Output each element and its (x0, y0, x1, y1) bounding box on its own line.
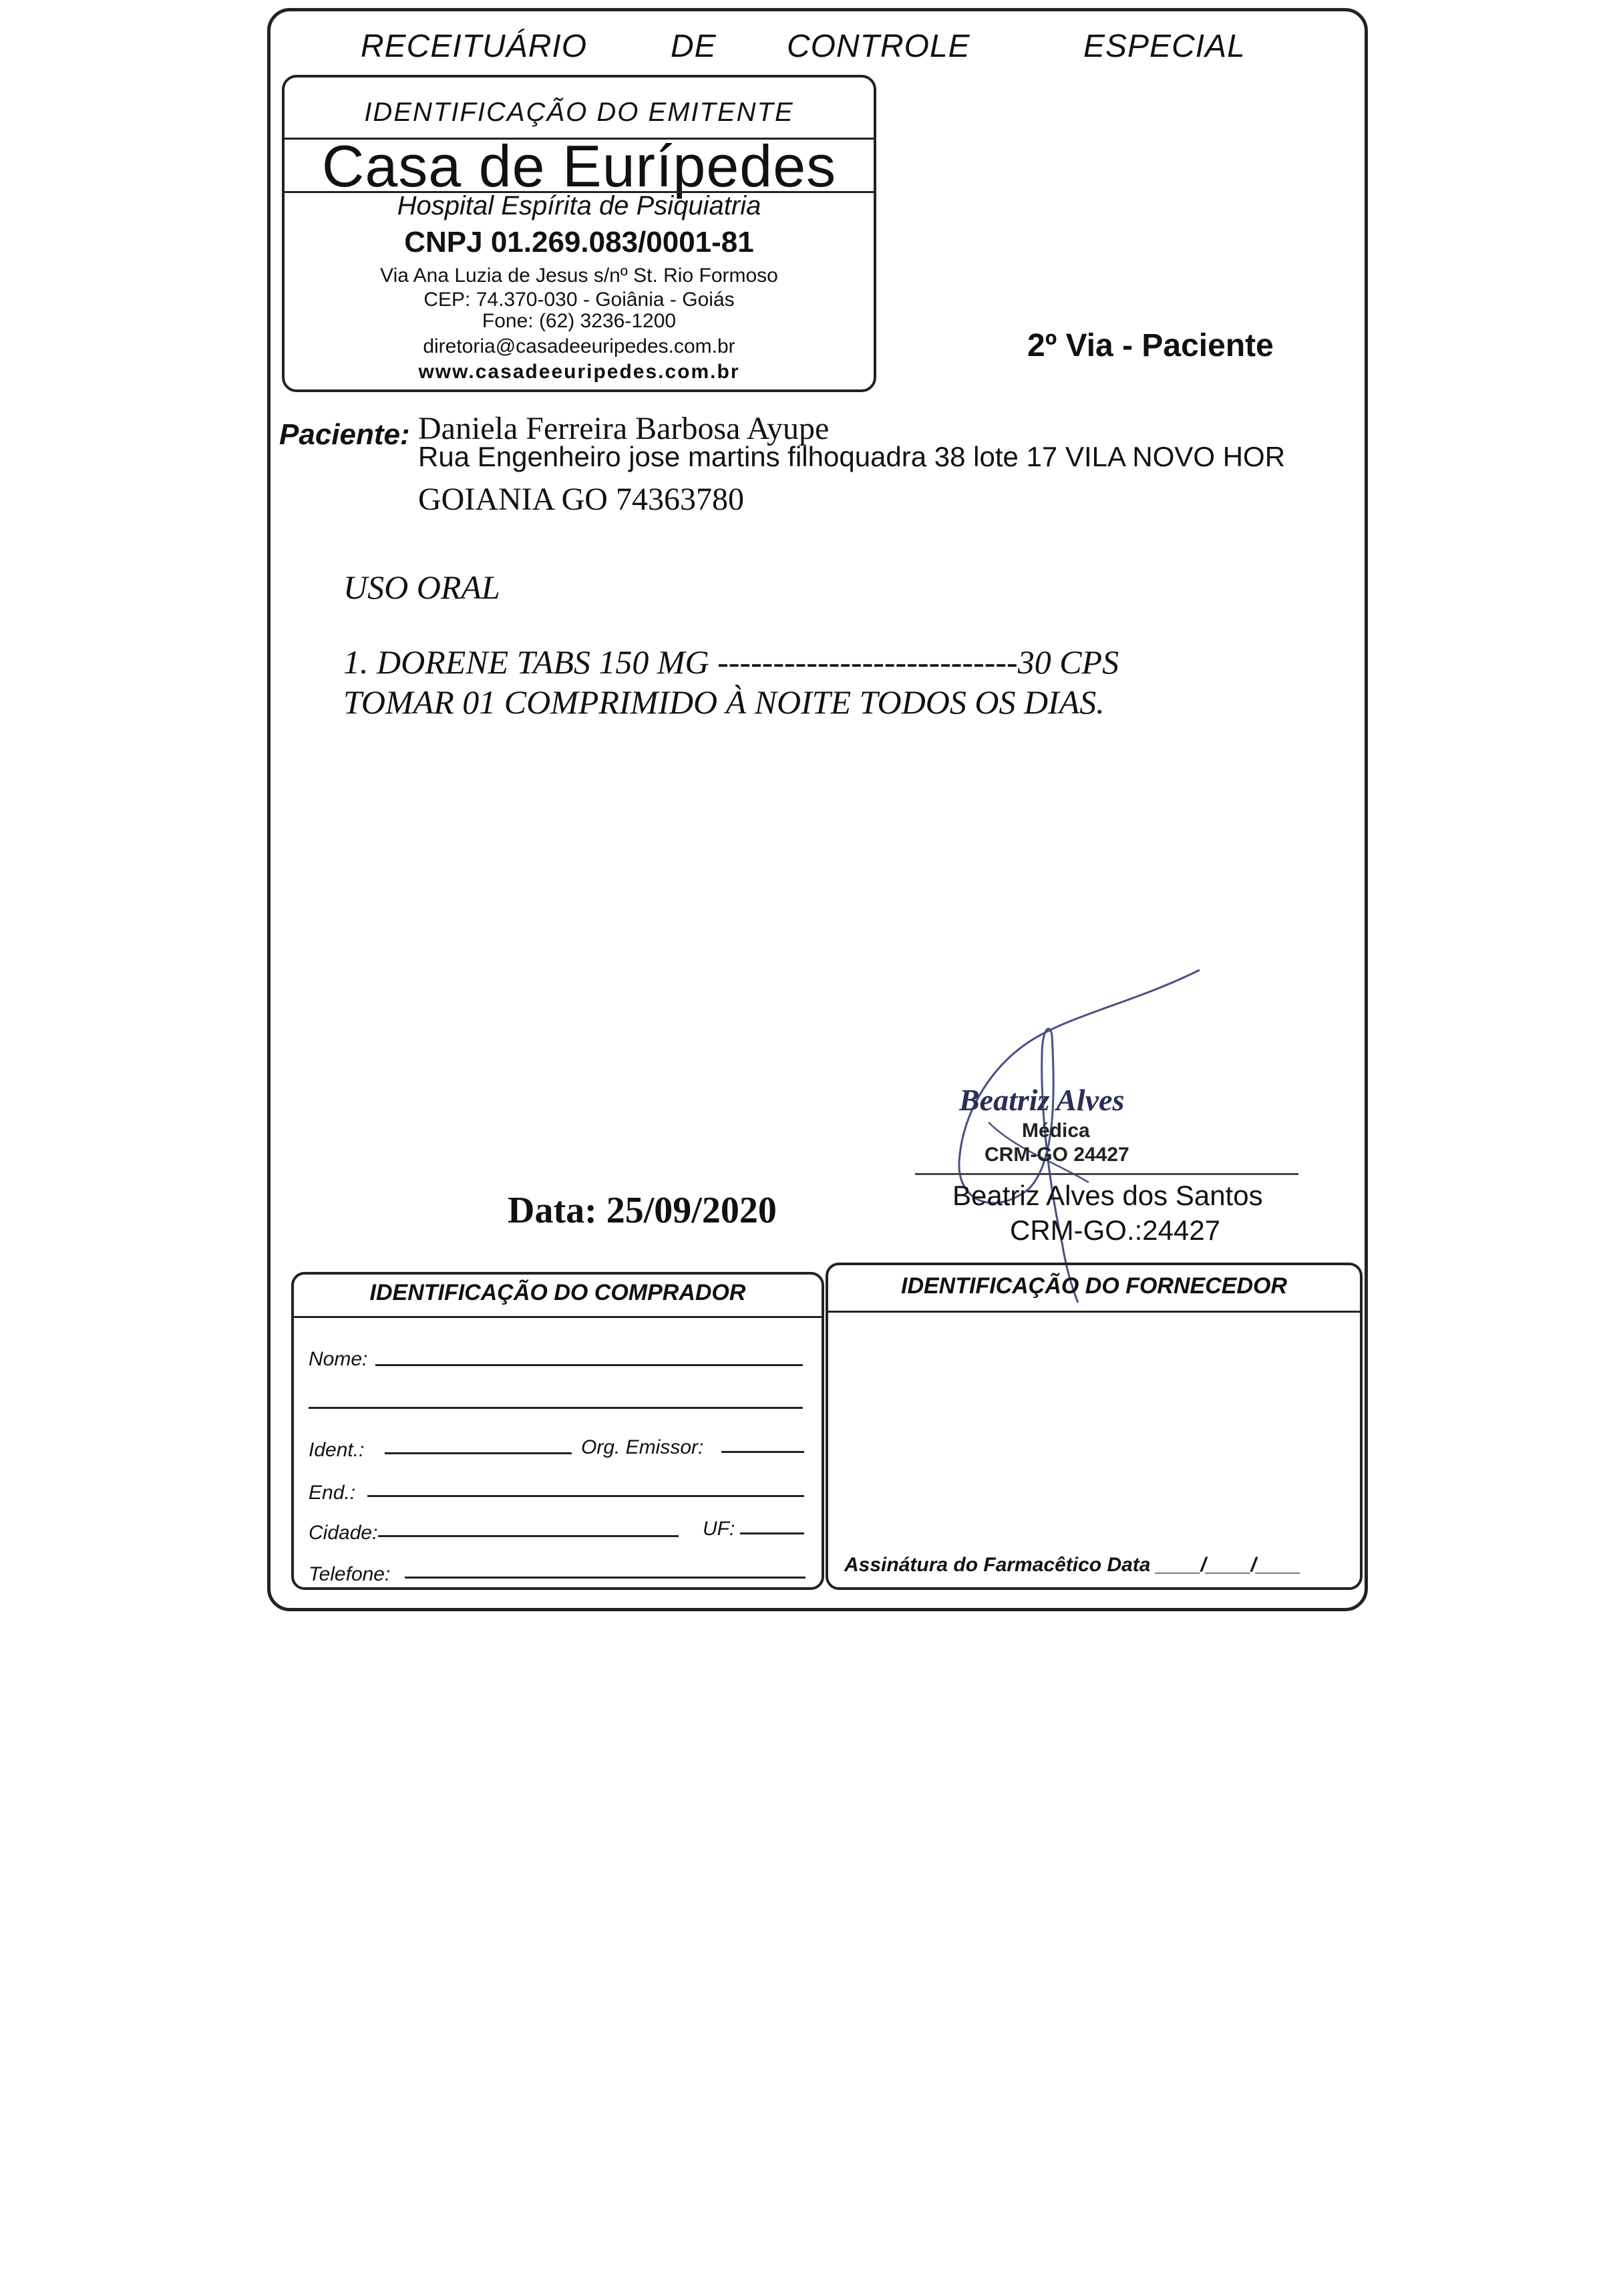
patient-address: Rua Engenheiro jose martins filhoquadra 38 lote 17 VILA NOVO HOR (418, 441, 1286, 472)
emitter-cnpj: CNPJ 01.269.083/0001-81 (404, 226, 754, 259)
supplier-box (826, 1263, 1363, 1590)
buyer-phone-label: Telefone: (309, 1563, 391, 1585)
pharmacist-signature-date-label: Assinátura do Farmacêtico Data ____/____/____ (844, 1554, 1301, 1576)
emitter-subtitle: Hospital Espírita de Psiquiatria (397, 191, 761, 220)
supplier-divider (828, 1311, 1360, 1313)
emitter-box (282, 75, 876, 392)
emitter-phone: Fone: (62) 3236-1200 (482, 310, 677, 332)
buyer-name-field-continued[interactable] (309, 1407, 803, 1409)
buyer-city-field[interactable] (378, 1535, 679, 1537)
buyer-uf-label: UF: (703, 1518, 735, 1540)
stamp-role: Médica (1022, 1120, 1090, 1142)
buyer-box (291, 1272, 824, 1590)
prescription-instruction: TOMAR 01 COMPRIMIDO À NOITE TODOS OS DIAS. (343, 683, 1105, 721)
header-title-word-2: DE (671, 29, 717, 64)
signer-name: Beatriz Alves dos Santos (952, 1180, 1263, 1211)
buyer-title: IDENTIFICAÇÃO DO COMPRADOR (369, 1280, 746, 1305)
buyer-divider (294, 1316, 822, 1318)
buyer-phone-field[interactable] (405, 1577, 806, 1579)
signer-crm: CRM-GO.:24427 (1010, 1214, 1221, 1246)
stamp-crm: CRM-GO 24427 (985, 1144, 1129, 1166)
patient-city: GOIANIA GO 74363780 (418, 482, 744, 517)
buyer-ident-field[interactable] (385, 1452, 572, 1454)
header-title-word-1: RECEITUÁRIO (361, 29, 588, 64)
emitter-address: Via Ana Luzia de Jesus s/nº St. Rio Formoso (380, 265, 778, 287)
header-title-word-3: CONTROLE (787, 29, 970, 64)
prescription-item: 1. DORENE TABS 150 MG ---------------------------30 CPS (343, 643, 1119, 681)
patient-label: Paciente: (279, 418, 410, 451)
buyer-org-label: Org. Emissor: (581, 1436, 704, 1458)
buyer-end-label: End.: (309, 1482, 356, 1504)
prescription-date: Data: 25/09/2020 (508, 1190, 777, 1231)
buyer-end-field[interactable] (367, 1495, 804, 1497)
stamp-name: Beatriz Alves (959, 1083, 1125, 1117)
buyer-org-field[interactable] (721, 1451, 804, 1453)
emitter-cep: CEP: 74.370-030 - Goiânia - Goiás (423, 289, 735, 311)
emitter-name: Casa de Eurípedes (321, 133, 837, 199)
prescription-route: USO ORAL (343, 568, 500, 606)
header-title-word-4: ESPECIAL (1083, 29, 1246, 64)
patient-name: Daniela Ferreira Barbosa Ayupe (418, 411, 830, 446)
signature-line (915, 1173, 1298, 1175)
buyer-name-label: Nome: (309, 1348, 368, 1370)
copy-label: 2º Via - Paciente (1027, 328, 1274, 363)
supplier-title: IDENTIFICAÇÃO DO FORNECEDOR (901, 1273, 1287, 1299)
buyer-city-label: Cidade: (309, 1522, 378, 1544)
emitter-section-title: IDENTIFICAÇÃO DO EMITENTE (364, 98, 794, 127)
buyer-uf-field[interactable] (740, 1532, 804, 1534)
buyer-name-field[interactable] (375, 1364, 803, 1366)
emitter-website: www.casadeeuripedes.com.br (418, 361, 740, 383)
buyer-ident-label: Ident.: (309, 1439, 365, 1461)
emitter-email: diretoria@casadeeuripedes.com.br (423, 335, 735, 357)
